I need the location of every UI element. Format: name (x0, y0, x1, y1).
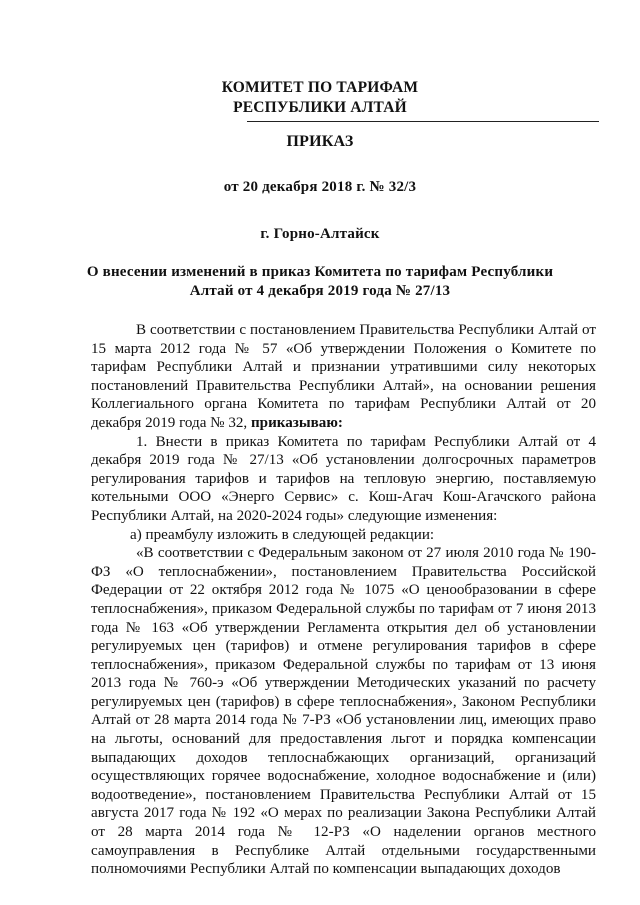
committee-name-line1: КОМИТЕТ ПО ТАРИФАМ (221, 79, 419, 96)
document-body (91, 321, 596, 879)
paragraph-item-1: 1. Внести в приказ Комитета по тарифам Республики Алтай от 4 декабря 2019 года № 27/13 «Об установлении долгосрочных параметров регулирования тарифов и тарифов на тепловую энергию, поставляемую котельными ООО «Энерго Сервис» с. Кош-Агач Кош-Агачского района Республики Алтай, на 2020-2024 годы» следующие изменения: (91, 433, 596, 524)
document-city: г. Горно-Алтайск (260, 226, 380, 242)
order-keyword: приказываю: (250, 414, 343, 431)
paragraph-quote: «В соответствии с Федеральным законом от 27 июля 2010 года № 190-ФЗ «О теплоснабжении», постановлением Правительства Российской Федерации от 22 октября 2012 года № 1075 «О ценообразовании в сфере теплоснабжения», приказом Федеральной службы по тарифам от 7 июня 2013 года № 163 «Об утверждении Регламента открытия дел об установлении регулируемых цен (тарифов) и отмене регулирования тарифов в сфере теплоснабжения», приказом Федеральной службы по тарифам от 13 июня 2013 года № 760-э «Об утверждении Методических указаний по расчету регулируемых цен (тарифов) в сфере теплоснабжения», Законом Республики Алтай от 28 марта 2014 года № 7-РЗ «Об установлении лиц, имеющих право на льготы, оснований для предоставления льгот и порядка компенсации выпадающих доходов теплоснабжающих организаций, организаций осуществляющих горячее водоснабжение, холодное водоснабжение и (или) водоотведение», постановлением Правительства Республики Алтай от 15 августа 2017 года № 192 «О мерах по реализации Закона Республики Алтай от 28 марта 2014 года № 12-РЗ «О наделении органов местного самоуправления в Республике Алтай отдельными государственными полномочиями Республики Алтай по компенсации выпадающих доходов (91, 545, 596, 878)
paragraph-preamble (91, 321, 596, 433)
committee-name-line2: РЕСПУБЛИКИ АЛТАЙ (233, 99, 407, 116)
document-date-number: от 20 декабря 2018 г. № 32/3 (223, 179, 417, 195)
document-subject-line1: О внесении изменений в приказ Комитета по тарифам Республики (86, 264, 554, 280)
document-subject-line2: Алтай от 4 декабря 2019 года № 27/13 (189, 283, 451, 299)
paragraph-item-1a: а) преамбулу изложить в следующей редакции: (130, 526, 435, 543)
header-divider (247, 121, 599, 122)
document-type: ПРИКАЗ (286, 133, 354, 150)
paragraph-preamble-text: В соответствии с постановлением Правительства Республики Алтай от 15 марта 2012 года № 57 «Об утверждении Положения о Комитете по тарифам Республики Алтай и признании утратившими силу некоторых постановлений Правительства Республики Алтай», на основании решения Коллегиального органа Комитета по тарифам Республики Алтай от 20 декабря 2019 года № 32, (91, 322, 596, 431)
